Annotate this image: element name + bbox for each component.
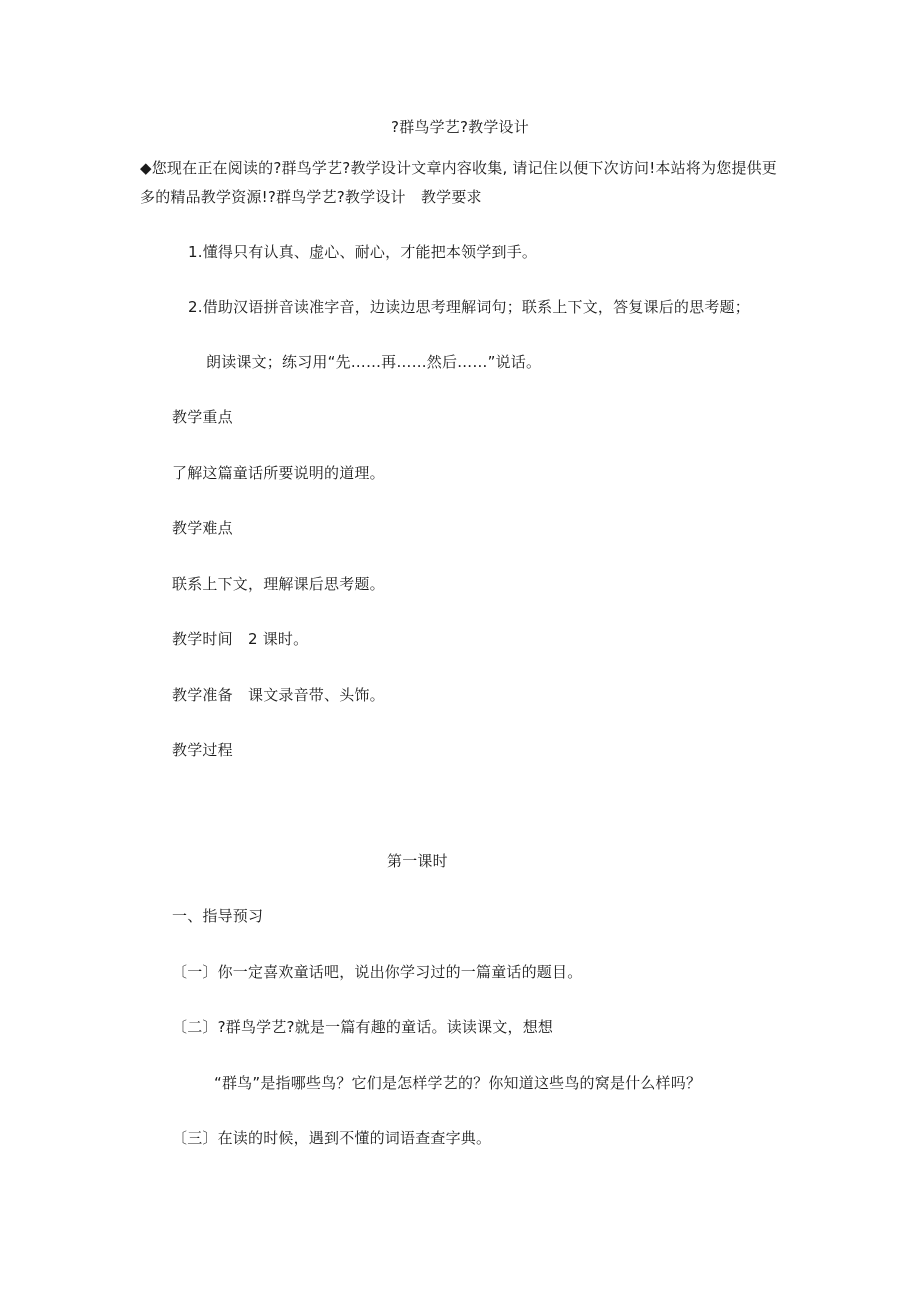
- requirement-2: 2.借助汉语拼音读准字音，边读边思考理解词句；联系上下文，答复课后的思考题；: [188, 298, 750, 316]
- section1-item-2: 〔二〕?群鸟学艺?就是一篇有趣的童话。读读课文，想想: [172, 1018, 554, 1036]
- section1-item-2-questions: “群鸟”是指哪些鸟？它们是怎样学艺的？你知道这些鸟的窝是什么样吗？: [214, 1074, 702, 1092]
- section1-heading: 一、指导预习: [172, 907, 264, 925]
- intro-paragraph: ◆您现在正在阅读的?群鸟学艺?教学设计文章内容收集, 请记住以便下次访问!本站将为您提供更多的精品教学资源!?群鸟学艺?教学设计 教学要求: [140, 159, 778, 206]
- section1-item-1: 〔一〕你一定喜欢童话吧，说出你学习过的一篇童话的题目。: [172, 963, 583, 981]
- teaching-preparation: 教学准备 课文录音带、头饰。: [172, 686, 385, 704]
- requirement-1: 1.懂得只有认真、虚心、耐心，才能把本领学到手。: [188, 243, 538, 261]
- teaching-time: 教学时间 2 课时。: [172, 630, 309, 648]
- difficulty-text: 联系上下文，理解课后思考题。: [172, 575, 385, 593]
- process-heading: 教学过程: [172, 741, 233, 759]
- section1-item-3: 〔三〕在读的时候，遇到不懂的词语查查字典。: [172, 1129, 492, 1147]
- difficulty-heading: 教学难点: [172, 519, 233, 537]
- lesson-title: 第一课时: [387, 852, 448, 870]
- requirement-3: 朗读课文；练习用“先……再……然后……”说话。: [206, 353, 542, 371]
- key-point-heading: 教学重点: [172, 408, 233, 426]
- document-title: ?群鸟学艺?教学设计: [391, 118, 529, 136]
- key-point-text: 了解这篇童话所要说明的道理。: [172, 464, 385, 482]
